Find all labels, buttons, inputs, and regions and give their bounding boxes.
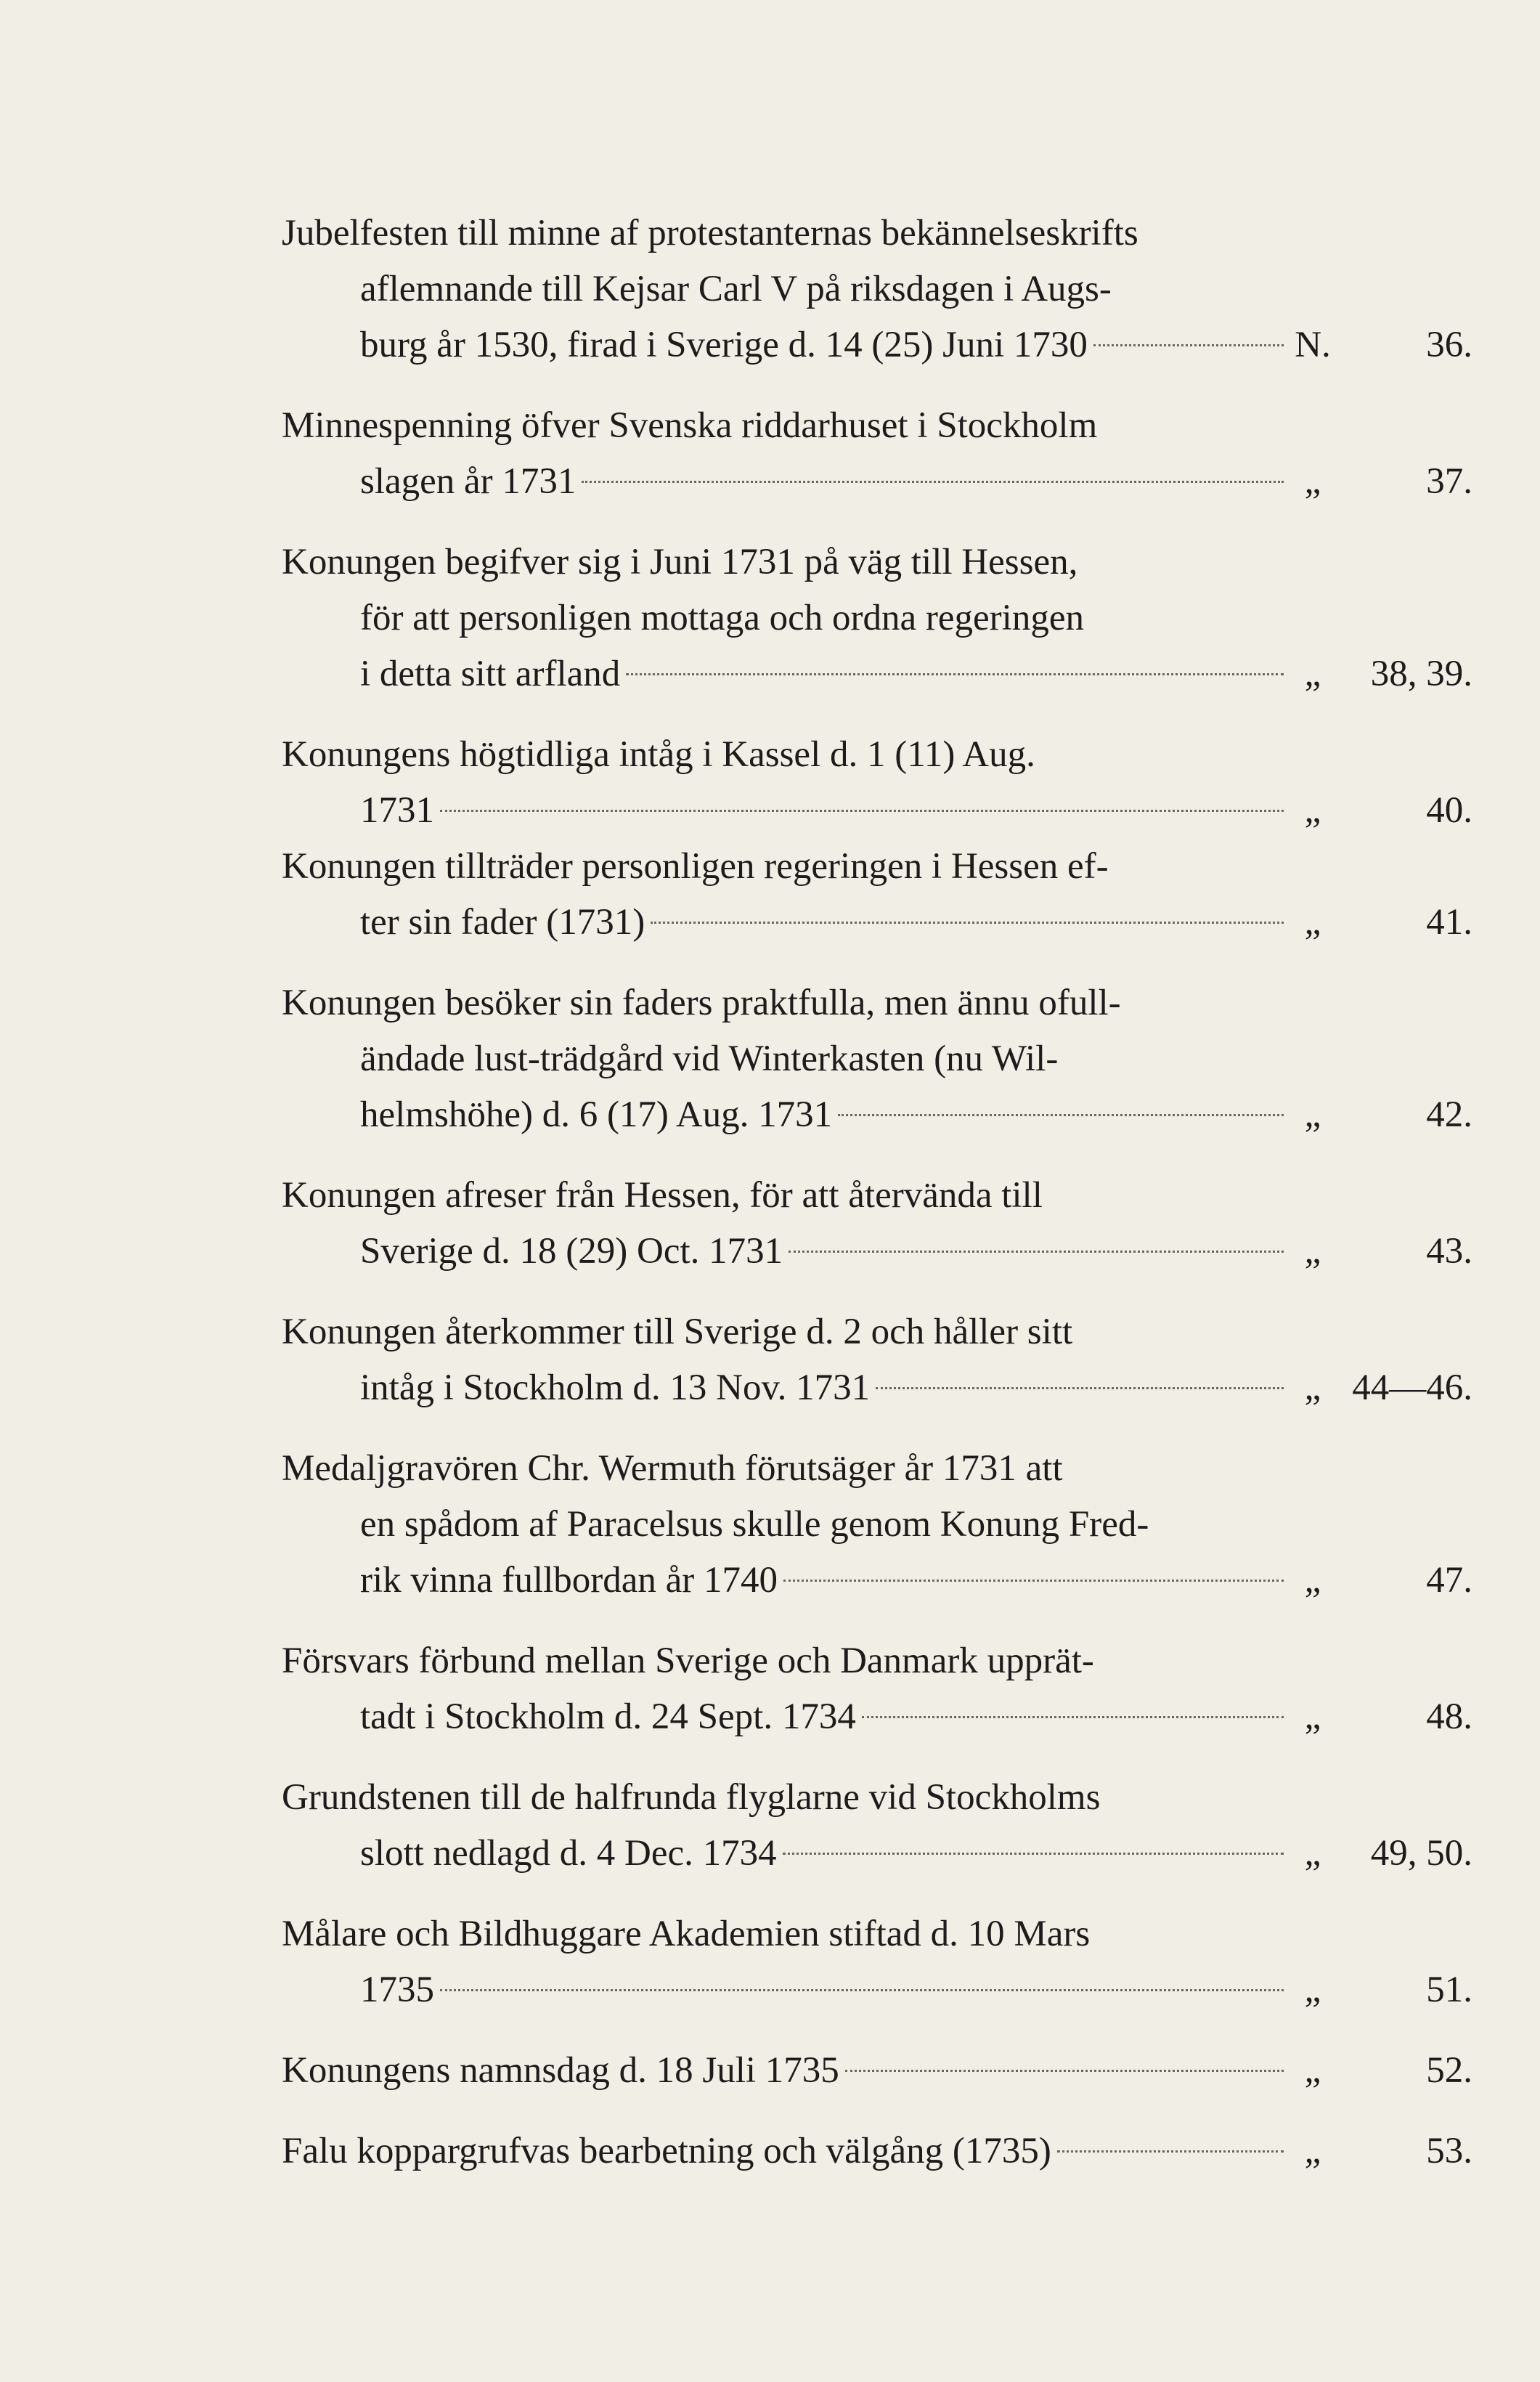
toc-entry <box>282 839 1472 951</box>
toc-marker: „ <box>1304 461 1321 502</box>
toc-marker: „ <box>1304 1970 1321 2010</box>
dot-leader <box>1093 344 1284 346</box>
dot-leader <box>582 481 1284 483</box>
toc-entry-text: en spådom af Paracelsus skulle genom Konung Fred- <box>360 1504 1149 1545</box>
dot-leader <box>626 673 1284 675</box>
toc-number: 43. <box>1426 1231 1472 1272</box>
toc-entry-text: Grundstenen till de halfrunda flyglarne vid Stockholms <box>282 1777 1101 1818</box>
toc-marker: „ <box>1304 1367 1321 1408</box>
toc-entry-text: Målare och Bildhuggare Akademien stiftad d. 10 Mars <box>282 1914 1091 1954</box>
toc-entry-line <box>282 454 1472 510</box>
toc-entry-text: Försvars förbund mellan Sverige och Danmark upprät- <box>282 1641 1094 1681</box>
toc-number: 47. <box>1426 1560 1472 1601</box>
toc-entry-line <box>282 1360 1472 1416</box>
toc-number: 42. <box>1426 1094 1472 1135</box>
toc-entry-line <box>282 1770 1472 1826</box>
toc-entry-text: slott nedlagd d. 4 Dec. 1734 <box>360 1833 777 1874</box>
toc-marker: „ <box>1304 1094 1321 1135</box>
toc-entry-line <box>282 646 1472 702</box>
toc-entry-text: ändade lust-trädgård vid Winterkasten (nu Wil- <box>360 1038 1059 1079</box>
toc-marker: „ <box>1304 2131 1321 2171</box>
dot-leader <box>838 1114 1284 1116</box>
toc-entry <box>282 1441 1472 1609</box>
toc-number: 40. <box>1426 790 1472 831</box>
toc-entry-line <box>282 839 1472 895</box>
toc-entry <box>282 534 1472 702</box>
toc-entry <box>282 1633 1472 1745</box>
dot-leader <box>845 2070 1284 2072</box>
toc-entry-text: rik vinna fullbordan år 1740 <box>360 1560 778 1601</box>
toc-entry-text: slagen år 1731 <box>360 461 577 502</box>
toc-entry-line <box>282 1553 1472 1609</box>
toc-entry <box>282 1304 1472 1416</box>
table-of-contents <box>282 206 1472 2179</box>
toc-entry-line <box>282 783 1472 839</box>
toc-entry-line <box>282 975 1472 1031</box>
toc-entry-text: Minnespenning öfver Svenska riddarhuset i Stockholm <box>282 405 1098 446</box>
toc-entry-line <box>282 2123 1472 2179</box>
toc-entry-line <box>282 1906 1472 1962</box>
dot-leader <box>789 1251 1284 1253</box>
toc-entry-text: i detta sitt arfland <box>360 654 621 694</box>
toc-entry-text: burg år 1530, firad i Sverige d. 14 (25) Juni 1730 <box>360 325 1088 365</box>
dot-leader <box>440 1989 1284 1991</box>
toc-entry-text: Konungen besöker sin faders praktfulla, men ännu ofull- <box>282 983 1121 1023</box>
toc-entry-line <box>282 1031 1472 1087</box>
dot-leader <box>440 810 1284 812</box>
toc-entry-text: intåg i Stockholm d. 13 Nov. 1731 <box>360 1367 871 1408</box>
toc-entry-text: Falu koppargrufvas bearbetning och välgång (1735) <box>282 2131 1051 2171</box>
toc-number: 51. <box>1426 1970 1472 2010</box>
toc-entry-line <box>282 1962 1472 2018</box>
toc-marker: N. <box>1295 325 1331 365</box>
toc-marker: „ <box>1304 1560 1321 1601</box>
toc-number: 48. <box>1426 1696 1472 1737</box>
dot-leader <box>862 1716 1284 1718</box>
toc-entry-text: helmshöhe) d. 6 (17) Aug. 1731 <box>360 1094 833 1135</box>
toc-entry-text: 1735 <box>360 1970 434 2010</box>
toc-entry-text: aflemnande till Kejsar Carl V på riksdagen i Augs- <box>360 269 1112 309</box>
toc-entry-line <box>282 1497 1472 1553</box>
toc-entry <box>282 1906 1472 2018</box>
toc-entry-line <box>282 534 1472 590</box>
toc-entry-text: Konungen återkommer till Sverige d. 2 och håller sitt <box>282 1312 1073 1352</box>
toc-number: 53. <box>1426 2131 1472 2171</box>
toc-entry-line <box>282 727 1472 783</box>
toc-number: 38, 39. <box>1370 654 1472 694</box>
toc-entry-text: Medaljgravören Chr. Wermuth förutsäger år 1731 att <box>282 1448 1063 1489</box>
toc-entry-text: för att personligen mottaga och ordna regeringen <box>360 598 1084 638</box>
dot-leader <box>876 1387 1284 1389</box>
toc-entry-line <box>282 1304 1472 1360</box>
toc-entry <box>282 1770 1472 1882</box>
dot-leader <box>783 1580 1284 1582</box>
toc-entry-line <box>282 317 1472 373</box>
toc-entry-text: 1731 <box>360 790 434 831</box>
toc-marker: „ <box>1304 654 1321 694</box>
toc-entry-text: Sverige d. 18 (29) Oct. 1731 <box>360 1231 783 1272</box>
toc-entry-line <box>282 261 1472 317</box>
toc-entry-text: Konungen begifver sig i Juni 1731 på väg till Hessen, <box>282 542 1078 582</box>
toc-entry-text: ter sin fader (1731) <box>360 902 645 943</box>
toc-entry-line <box>282 895 1472 951</box>
toc-marker: „ <box>1304 1696 1321 1737</box>
dot-leader <box>1057 2150 1284 2153</box>
toc-number: 44—46. <box>1352 1367 1472 1408</box>
toc-entry-line <box>282 1224 1472 1280</box>
toc-entry <box>282 975 1472 1143</box>
dot-leader <box>651 922 1284 924</box>
toc-entry <box>282 398 1472 510</box>
toc-entry-text: Konungens högtidliga intåg i Kassel d. 1 (11) Aug. <box>282 734 1035 775</box>
toc-marker: „ <box>1304 902 1321 943</box>
toc-entry <box>282 1168 1472 1280</box>
toc-number: 52. <box>1426 2050 1472 2091</box>
toc-entry-text: Konungen tillträder personligen regeringen i Hessen ef- <box>282 846 1109 887</box>
toc-number: 36. <box>1426 325 1472 365</box>
toc-marker: „ <box>1304 2050 1321 2091</box>
toc-number: 49, 50. <box>1370 1833 1472 1874</box>
dot-leader <box>783 1853 1284 1855</box>
toc-entry-line <box>282 1826 1472 1882</box>
toc-number: 41. <box>1426 902 1472 943</box>
toc-entry-line <box>282 1633 1472 1689</box>
toc-entry-text: Konungens namnsdag d. 18 Juli 1735 <box>282 2050 839 2091</box>
toc-number: 37. <box>1426 461 1472 502</box>
toc-marker: „ <box>1304 790 1321 831</box>
toc-entry-text: Konungen afreser från Hessen, för att återvända till <box>282 1175 1043 1216</box>
toc-entry-line <box>282 1168 1472 1224</box>
toc-entry <box>282 206 1472 373</box>
toc-entry-line <box>282 590 1472 646</box>
toc-entry-text: tadt i Stockholm d. 24 Sept. 1734 <box>360 1696 856 1737</box>
toc-entry-line <box>282 1441 1472 1497</box>
toc-entry-text: Jubelfesten till minne af protestanternas bekännelseskrifts <box>282 213 1138 253</box>
toc-entry-line <box>282 206 1472 261</box>
toc-entry-line <box>282 1689 1472 1745</box>
toc-marker: „ <box>1304 1231 1321 1272</box>
toc-entry <box>282 727 1472 839</box>
toc-entry-line <box>282 2043 1472 2099</box>
toc-entry <box>282 2123 1472 2179</box>
toc-entry-line <box>282 1087 1472 1143</box>
toc-entry <box>282 2043 1472 2099</box>
toc-marker: „ <box>1304 1833 1321 1874</box>
toc-entry-line <box>282 398 1472 454</box>
